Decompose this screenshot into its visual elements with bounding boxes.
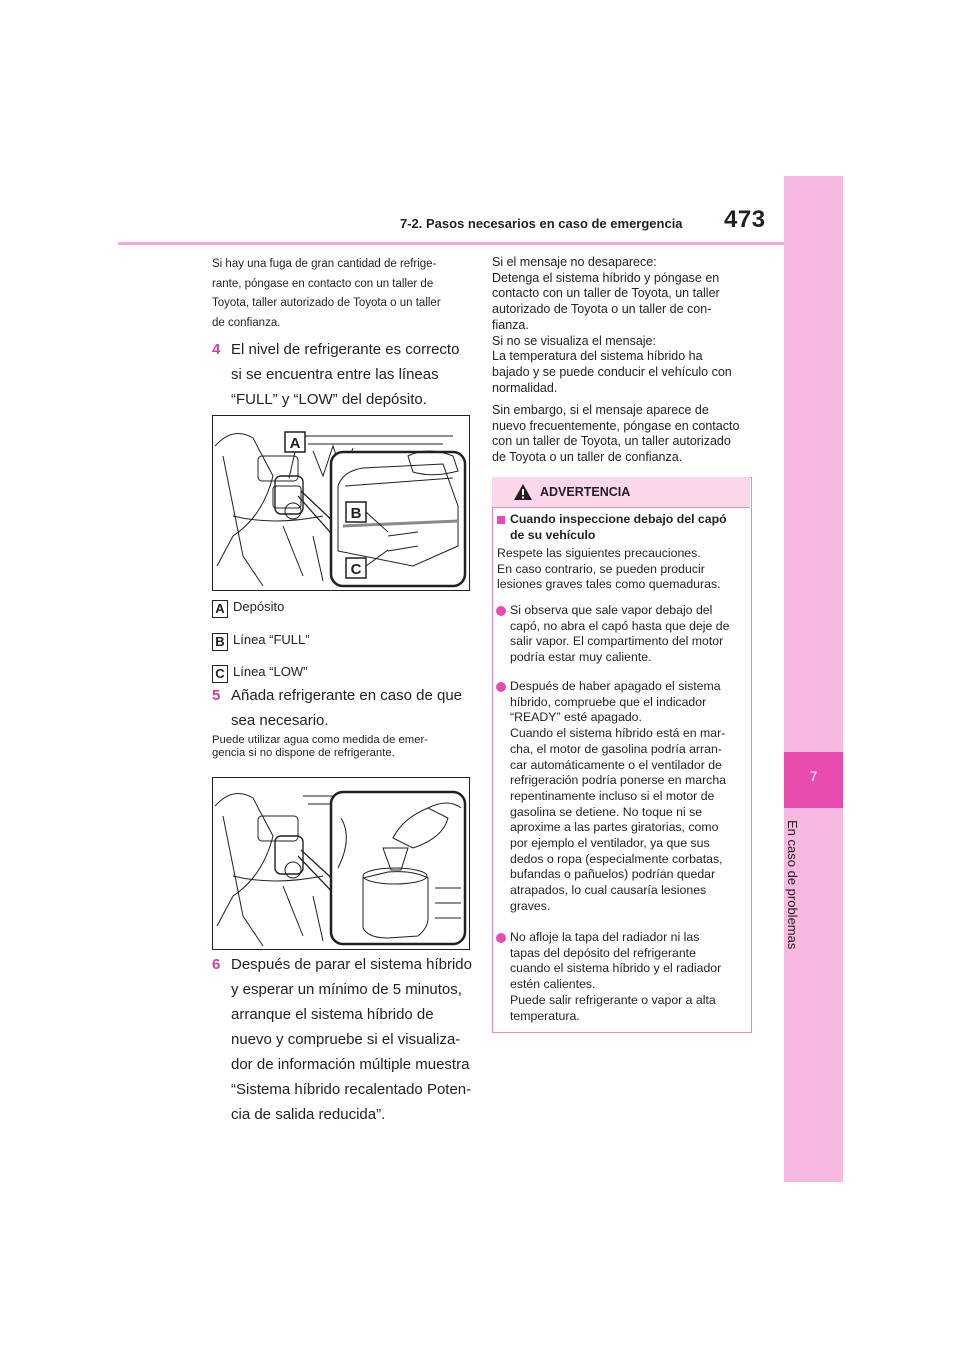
legend-item-a: A Depósito <box>212 597 284 618</box>
bullet-icon <box>496 606 506 616</box>
legend-item-c: C Línea “LOW” <box>212 662 307 683</box>
warning-heading: Cuando inspeccione debajo del capó de su vehículo <box>510 512 727 542</box>
callout-c: C <box>350 561 362 578</box>
message-paragraph: Si el mensaje no desaparece: Detenga el sistema híbrido y póngase en contacto con un taller de Toyota, un taller autorizado de Toyota o un taller de con- fianza. Si no se visualiza el mensaje: La temperatura del sistema híbrido ha bajado y se puede conducir el vehículo con normalidad. <box>492 255 732 395</box>
warning-title: ADVERTENCIA <box>540 485 631 499</box>
warning-intro: Respete las siguientes precauciones. En caso contrario, se pueden producir lesiones graves tales como quemaduras. <box>497 546 721 592</box>
bullet-icon <box>496 933 506 943</box>
step-6: 6 Después de parar el sistema híbrido y esperar un mínimo de 5 minutos, arranque el sistema híbrido de nuevo y compruebe si el visualiza- dor de información múltiple muestra “Sistema híbrido recalentado Poten- cia de salida reducida”. <box>212 952 484 1127</box>
chapter-number: 7 <box>809 768 818 784</box>
engine-bay-illustration <box>213 416 469 590</box>
step-number: 5 <box>212 687 221 704</box>
warning-bullet-1: Si observa que sale vapor debajo del capó, no abra el capó hasta que deje de salir vapor. El compartimento del motor podría estar muy caliente. <box>510 603 730 665</box>
callout-a: A <box>289 435 301 452</box>
header-rule <box>118 242 784 245</box>
bullet-icon <box>496 682 506 692</box>
step-number: 6 <box>212 956 221 973</box>
warning-bullet-3: No afloje la tapa del radiador ni las tapas del depósito del refrigerante cuando el sistema híbrido y el radiador estén calientes. Puede salir refrigerante o vapor a alta temperatura. <box>510 930 722 1023</box>
note-paragraph: Puede utilizar agua como medida de emer- gencia si no dispone de refrigerante. <box>212 734 429 759</box>
figure-coolant-level <box>212 415 470 591</box>
figure-add-coolant <box>212 777 470 950</box>
step-4: 4 El nivel de refrigerante es correcto si se encuentra entre las líneas “FULL” y “LOW” del depósito. <box>212 337 482 412</box>
step-number: 4 <box>212 341 221 358</box>
section-square-icon <box>497 516 505 524</box>
side-strip <box>784 176 843 1182</box>
step-5: 5 Añada refrigerante en caso de que sea necesario. <box>212 683 482 733</box>
legend-item-b: B Línea “FULL” <box>212 630 310 651</box>
warning-bullet-2: Después de haber apagado el sistema híbrido, compruebe que el indicador “READY” esté apagado. Cuando el sistema híbrido está en mar- cha, el motor de gasolina podría arran- car automáticamente o el ventilador de refrigeración podría ponerse en marcha repentinamente incluso si el motor de gasolina se detiene. No toque ni se aproxime a las partes giratorias, como por ejemplo el ventilador, ya que sus dedos o ropa (especialmente corbatas, bufandas o pañuelos) podrían quedar atrapados, lo cual causaría lesiones graves. <box>510 679 727 913</box>
section-title: 7-2. Pasos necesarios en caso de emergencia <box>400 216 683 231</box>
engine-bay-illustration <box>213 778 469 949</box>
page-number: 473 <box>724 206 766 233</box>
frequency-paragraph: Sin embargo, si el mensaje aparece de nuevo frecuentemente, póngase en contacto con un taller de Toyota, un taller autorizado de Toyota o un taller de confianza. <box>492 403 740 465</box>
warning-triangle-icon <box>513 483 533 501</box>
intro-paragraph: Si hay una fuga de gran cantidad de refrige- rante, póngase en contacto con un taller de Toyota, taller autorizado de Toyota o un taller de confianza. <box>212 258 441 329</box>
callout-b: B <box>350 505 362 522</box>
chapter-label: En caso de problemas <box>785 820 800 950</box>
